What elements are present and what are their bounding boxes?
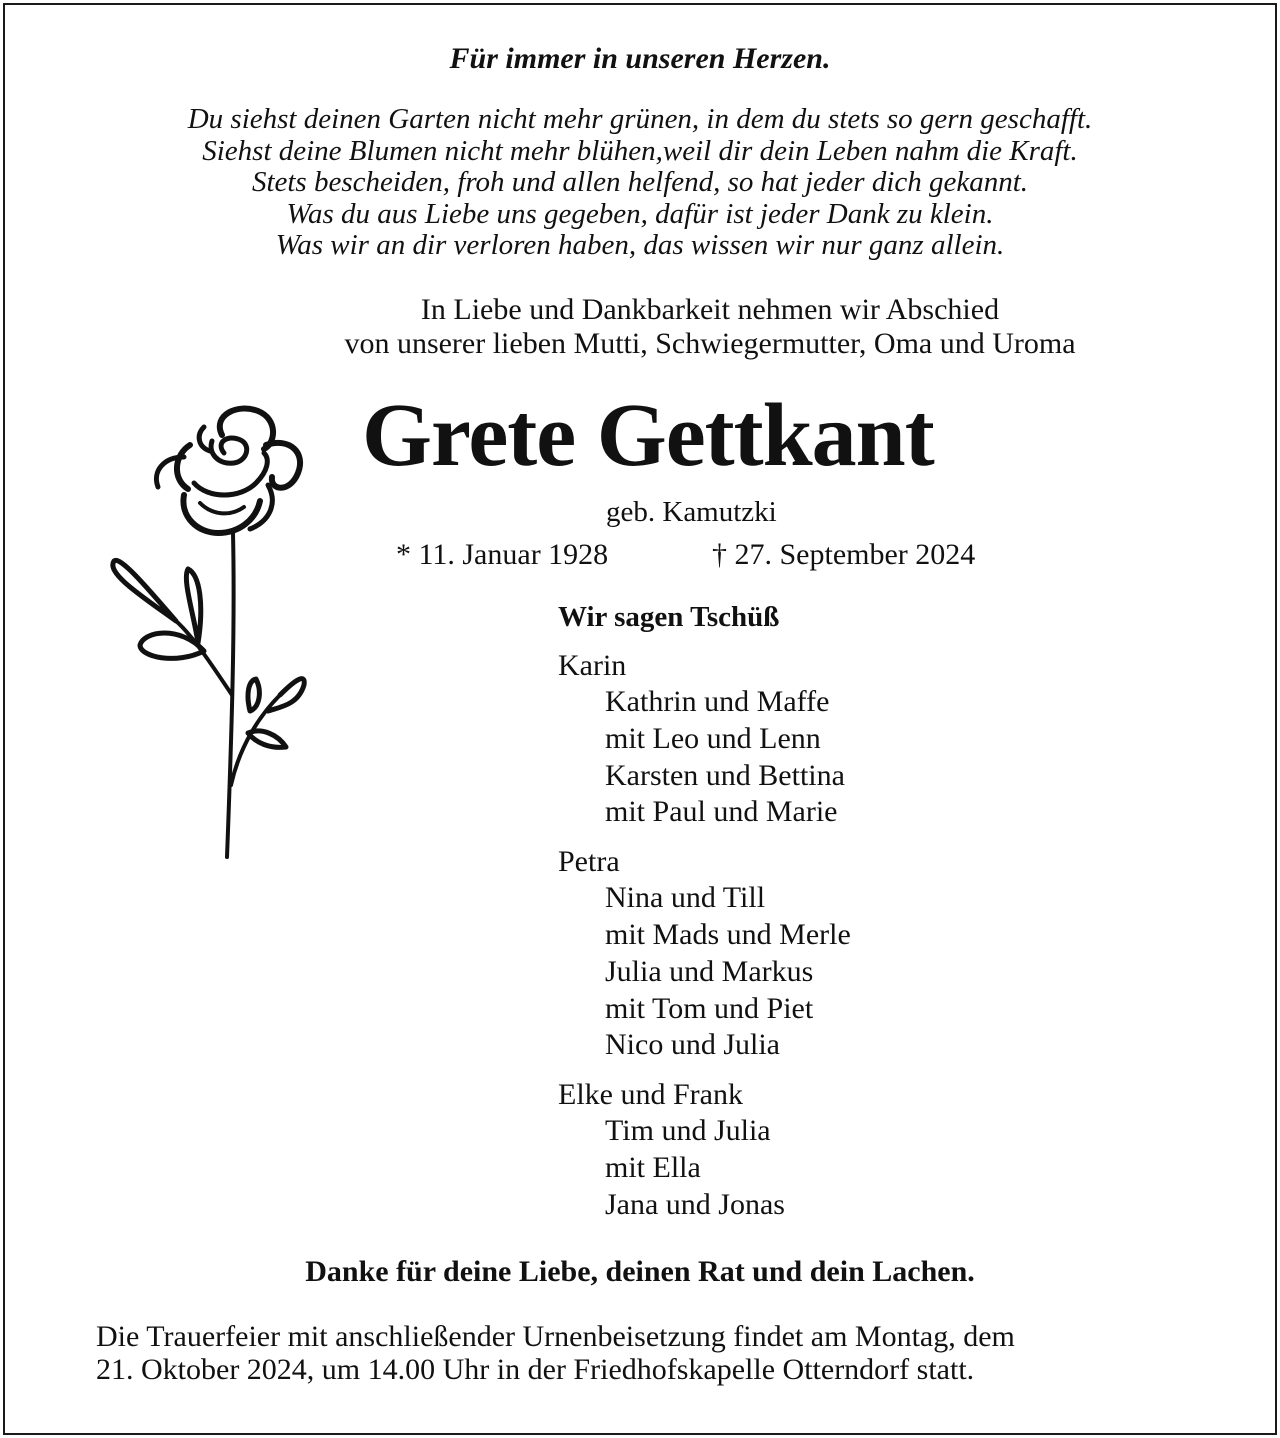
- poem-line: Stets bescheiden, froh und allen helfend, so hat jeder dich gekannt.: [251, 166, 1029, 198]
- family-head: Karin: [558, 649, 627, 682]
- intro-line: In Liebe und Dankbarkeit nehmen wir Abschied: [420, 293, 1000, 326]
- family-member: mit Tom und Piet: [605, 991, 814, 1025]
- rose-icon: [100, 395, 320, 865]
- family-group: [558, 648, 851, 831]
- thanks-line: Danke für deine Liebe, deinen Rat und dein Lachen.: [305, 1255, 975, 1288]
- poem-line: Was wir an dir verloren haben, das wissen wir nur ganz allein.: [275, 229, 1005, 261]
- family-member: Kathrin und Maffe: [605, 685, 830, 718]
- family-member: Nina und Till: [605, 881, 766, 915]
- poem: [0, 104, 1280, 262]
- family-member: Nico und Julia: [605, 1028, 780, 1062]
- service-info: [96, 1320, 1015, 1386]
- intro-line: von unserer lieben Mutti, Schwiegermutter, Oma und Uroma: [344, 327, 1076, 360]
- maiden-name: geb. Kamutzki: [606, 496, 777, 528]
- family-member: mit Mads und Merle: [605, 917, 851, 951]
- service-line: Die Trauerfeier mit anschließender Urnenbeisetzung findet am Montag, dem: [96, 1320, 1015, 1353]
- poem-line: Siehst deine Blumen nicht mehr blühen,weil dir dein Leben nahm die Kraft.: [202, 134, 1078, 167]
- family-group: [558, 844, 851, 1064]
- death-date: † 27. September 2024: [712, 538, 976, 571]
- family-member: Julia und Markus: [605, 954, 814, 988]
- family-list: [558, 648, 851, 1237]
- family-member: Karsten und Bettina: [605, 758, 845, 792]
- farewell-heading: Wir sagen Tschüß: [558, 601, 780, 633]
- family-head: Petra: [558, 845, 620, 879]
- poem-line: Du siehst deinen Garten nicht mehr grünen, in dem du stets so gern geschafft.: [187, 103, 1093, 135]
- deceased-name: Grete Gettkant: [362, 386, 934, 485]
- family-member: mit Leo und Lenn: [605, 721, 821, 755]
- birth-date: * 11. Januar 1928: [396, 538, 609, 571]
- farewell-intro: [0, 293, 1280, 361]
- family-group: [558, 1077, 851, 1223]
- motto-heading: Für immer in unseren Herzen.: [449, 42, 831, 75]
- family-head: Elke und Frank: [558, 1078, 743, 1112]
- family-member: mit Paul und Marie: [605, 795, 838, 829]
- family-member: Tim und Julia: [605, 1114, 771, 1148]
- family-member: mit Ella: [605, 1150, 701, 1184]
- service-line: 21. Oktober 2024, um 14.00 Uhr in der Friedhofskapelle Otterndorf statt.: [96, 1353, 975, 1386]
- poem-line: Was du aus Liebe uns gegeben, dafür ist jeder Dank zu klein.: [286, 197, 994, 230]
- family-member: Jana und Jonas: [605, 1187, 785, 1221]
